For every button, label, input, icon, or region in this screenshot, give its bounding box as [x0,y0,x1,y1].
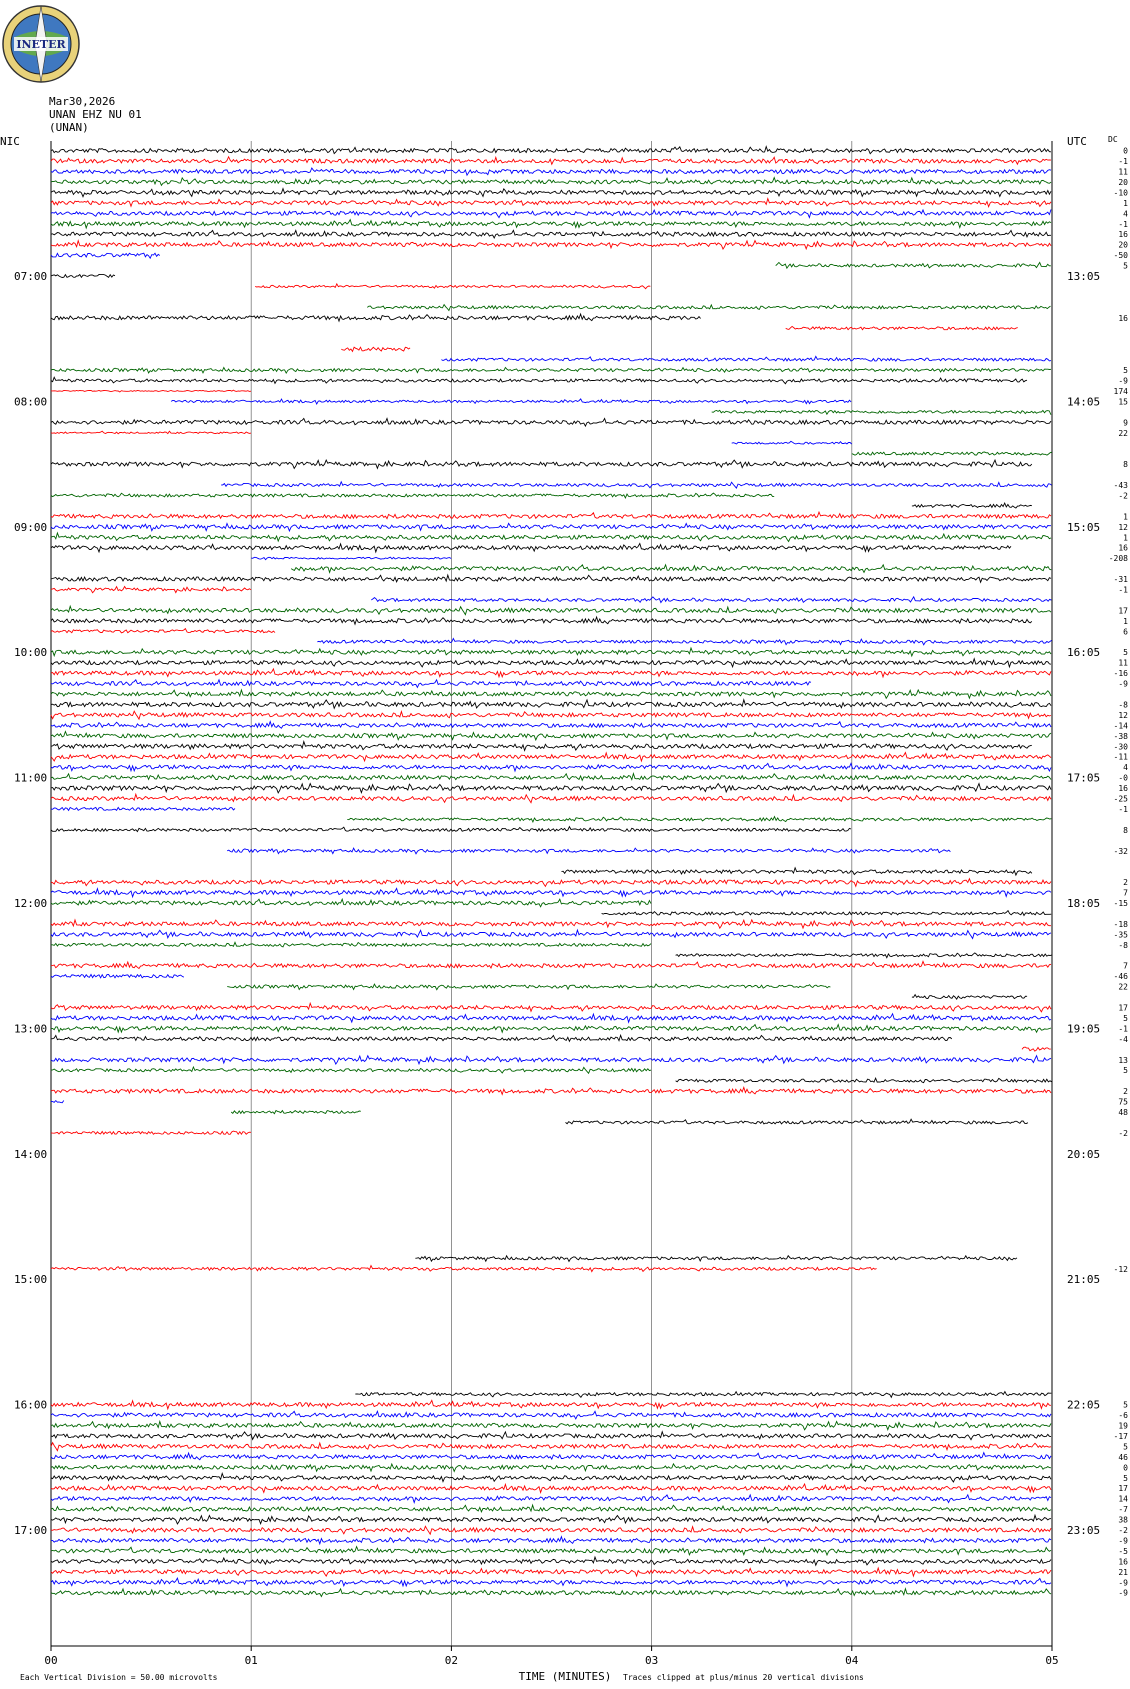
trace-row-56 [51,732,1051,740]
trace-row-3 [51,178,1051,186]
trace-row-21 [51,368,1051,374]
dc-offset-label: -208 [1108,554,1128,564]
left-zone-label: NIC [0,135,20,148]
dc-offset-label: -9 [1118,1588,1128,1598]
trace-row-12 [51,275,115,278]
trace-row-85 [51,1035,952,1041]
dc-offset-label: 14 [1118,1494,1128,1504]
dc-offset-label: -35 [1113,930,1128,940]
dc-offset-label: -12 [1113,1264,1128,1274]
trace-row-120 [51,1400,1051,1409]
trace-row-44 [51,606,1051,614]
dc-offset-label: -46 [1113,972,1128,982]
trace-row-76 [51,942,651,947]
trace-row-138 [51,1589,1051,1597]
left-hour-label: 11:00 [14,771,48,785]
trace-row-5 [51,199,1051,207]
left-hour-label: 10:00 [14,646,48,660]
trace-row-62 [51,794,1051,802]
left-hour-label: 07:00 [14,270,48,283]
trace-row-24 [171,399,851,404]
dc-offset-label: -8 [1118,940,1128,950]
dc-offset-label: 5 [1123,1400,1128,1410]
dc-offset-label: 5 [1123,1442,1128,1452]
chart-station: UNAN EHZ NU 01 [49,108,142,121]
dc-offset-label: -25 [1113,794,1128,804]
dc-offset-label: -43 [1113,481,1128,490]
dc-offset-label: 19 [1118,1421,1128,1431]
dc-offset-label: -2 [1118,491,1128,501]
trace-row-128 [51,1484,1051,1493]
trace-row-119 [355,1392,1051,1398]
right-hour-label: 20:05 [1067,1147,1101,1161]
dc-offset-label: 16 [1118,313,1128,323]
trace-row-91 [51,1101,64,1103]
dc-offset-label: 48 [1118,1108,1128,1117]
trace-row-9 [51,241,1051,249]
dc-offset-label: 38 [1118,1515,1128,1525]
trace-row-59 [51,763,1051,771]
trace-row-129 [51,1495,1051,1503]
trace-row-51 [51,680,811,688]
trace-row-0 [51,147,1051,154]
dc-offset-label: -9 [1118,1578,1128,1588]
dc-offset-label: 8 [1123,460,1128,470]
division-note: Each Vertical Division = 50.00 microvolts [20,1673,218,1682]
right-hour-label: 19:05 [1067,1022,1101,1036]
trace-row-86 [1022,1047,1051,1051]
dc-offset-label: 0 [1123,146,1128,156]
dc-label: DC [1108,135,1118,144]
trace-row-72 [51,899,651,907]
trace-row-81 [912,995,1027,1000]
dc-offset-label: -9 [1118,376,1128,386]
dc-offset-label: 15 [1118,397,1128,407]
right-hour-label: 16:05 [1067,646,1101,660]
trace-row-22 [51,377,1027,383]
trace-row-33 [51,493,774,498]
trace-row-90 [51,1087,1051,1094]
left-hour-label: 14:00 [14,1147,48,1161]
dc-offset-label: 4 [1123,763,1128,773]
left-hour-label: 09:00 [14,520,48,534]
dc-offset-label: -16 [1113,669,1128,679]
left-hour-label: 12:00 [14,897,48,910]
dc-offset-label: 11 [1118,167,1128,177]
dc-offset-label: -31 [1113,575,1128,585]
x-tick-label: 03 [644,1654,659,1667]
dc-offset-label: 1 [1123,616,1128,626]
trace-row-122 [51,1422,1051,1430]
trace-row-135 [51,1557,1051,1565]
trace-row-67 [227,848,950,854]
dc-offset-label: 6 [1123,627,1128,637]
dc-offset-label: -9 [1118,679,1128,689]
trace-row-121 [51,1411,1051,1419]
trace-row-49 [51,659,1051,667]
dc-offset-label: 2 [1123,878,1128,888]
trace-row-26 [51,419,1051,427]
dc-offset-label: 0 [1123,1463,1128,1473]
trace-row-7 [51,220,1051,228]
trace-row-35 [51,512,1051,519]
right-hour-label: 15:05 [1067,520,1101,534]
trace-row-69 [562,868,1032,875]
trace-row-82 [51,1003,1051,1012]
left-hour-label: 17:00 [14,1524,48,1537]
trace-row-32 [221,482,1051,488]
dc-offset-label: 21 [1118,1567,1128,1577]
trace-row-23 [51,390,251,392]
trace-row-107 [51,1266,877,1272]
seismic-traces [51,147,1052,1597]
trace-row-4 [51,189,1051,197]
trace-row-10 [51,253,160,258]
dc-offset-label: -6 [1118,1411,1128,1421]
trace-row-37 [51,533,1051,542]
trace-row-124 [51,1443,1051,1451]
trace-row-80 [227,984,830,990]
dc-offset-label: -30 [1113,742,1128,752]
trace-row-55 [51,722,1051,729]
trace-row-8 [51,230,1051,238]
trace-row-38 [51,544,1011,553]
trace-row-42 [51,587,251,593]
dc-offset-label: 8 [1123,825,1128,835]
dc-offset-label: -4 [1118,1034,1128,1044]
left-hour-label: 16:00 [14,1398,48,1412]
dc-offset-label: -18 [1113,919,1128,929]
trace-row-137 [51,1578,1051,1586]
trace-row-60 [51,774,1051,781]
dc-offset-label: 5 [1123,1013,1128,1023]
dc-offset-label: -17 [1113,1431,1128,1441]
right-hour-label: 23:05 [1067,1524,1101,1537]
dc-offset-label: -0 [1118,773,1128,783]
dc-offset-label: 22 [1118,982,1128,992]
trace-row-127 [51,1474,1051,1483]
trace-row-53 [51,700,1051,709]
right-hour-label: 22:05 [1067,1398,1101,1412]
dc-offset-label: 13 [1118,1055,1128,1065]
dc-offset-label: 5 [1123,1473,1128,1483]
dc-offset-label: 5 [1123,261,1128,271]
trace-row-41 [51,575,1051,582]
trace-row-15 [367,305,1050,311]
trace-row-131 [51,1515,1051,1524]
dc-offset-label: -2 [1118,1526,1128,1535]
trace-row-71 [51,888,1051,896]
dc-offset-label: -14 [1113,721,1128,731]
trace-row-11 [776,263,1051,269]
x-tick-label: 05 [1045,1654,1059,1667]
trace-row-123 [51,1432,1051,1440]
trace-row-93 [566,1119,1028,1124]
trace-row-83 [51,1014,1051,1022]
dc-offset-label: -1 [1118,1024,1128,1034]
dc-offset-label: 1 [1123,512,1128,522]
dc-offset-label: -11 [1113,752,1128,762]
dc-offset-label: -1 [1118,585,1128,595]
logo-text: INETER [16,38,66,51]
trace-row-132 [51,1526,1051,1534]
trace-row-6 [51,210,1051,218]
trace-row-29 [852,452,1052,455]
x-tick-label: 04 [845,1654,859,1667]
left-hour-label: 08:00 [14,395,48,409]
left-hour-label: 13:00 [14,1022,48,1036]
dc-offset-label: 11 [1118,658,1128,668]
chart-date: Mar30,2026 [49,95,116,108]
trace-row-58 [51,753,1051,762]
plot-labels [14,147,1128,1598]
trace-row-63 [51,808,235,811]
x-tick-label: 02 [444,1654,459,1667]
chart-site: (UNAN) [49,121,89,134]
trace-row-106 [415,1256,1017,1262]
dc-offset-label: 17 [1118,606,1128,616]
dc-offset-label: 16 [1118,230,1128,240]
trace-row-48 [51,648,1051,656]
trace-row-75 [51,930,1051,938]
trace-row-28 [732,441,852,444]
trace-row-57 [51,742,1032,751]
trace-row-30 [51,460,1032,468]
dc-offset-label: -5 [1118,1546,1128,1556]
right-hour-label: 14:05 [1067,395,1101,409]
trace-row-46 [51,629,275,633]
trace-row-73 [602,911,1052,916]
dc-offset-label: -10 [1113,188,1128,198]
trace-row-17 [786,326,1018,329]
trace-row-134 [51,1547,1051,1555]
trace-row-54 [51,711,1051,719]
trace-row-61 [51,784,1051,793]
trace-row-16 [51,314,701,321]
dc-offset-label: 22 [1118,428,1128,438]
trace-row-50 [51,669,1051,677]
trace-row-45 [51,617,1032,624]
trace-row-88 [51,1067,651,1073]
right-zone-label: UTC [1067,135,1087,148]
dc-offset-label: 16 [1118,1557,1128,1567]
dc-offset-label: 12 [1118,710,1128,720]
dc-offset-label: -1 [1118,219,1128,229]
trace-row-133 [51,1537,1051,1544]
trace-row-77 [676,953,1052,958]
trace-row-130 [51,1505,1051,1512]
dc-offset-label: 16 [1118,784,1128,794]
trace-row-92 [231,1111,361,1114]
dc-offset-label: 7 [1123,961,1128,971]
dc-offset-label: 9 [1123,418,1128,428]
trace-row-43 [371,597,1051,603]
dc-offset-label: -9 [1118,1536,1128,1546]
dc-offset-label: 75 [1118,1097,1128,1107]
trace-row-79 [51,975,184,978]
trace-row-94 [51,1131,251,1134]
trace-row-136 [51,1568,1051,1576]
dc-offset-label: -50 [1113,251,1128,261]
trace-row-47 [317,639,1051,645]
trace-row-1 [51,157,1051,165]
x-tick-label: 00 [44,1654,58,1667]
dc-offset-label: 1 [1123,198,1128,208]
trace-row-39 [251,557,451,560]
dc-offset-label: 12 [1118,522,1128,532]
trace-row-64 [347,817,1051,822]
trace-row-87 [51,1056,1051,1064]
dc-offset-label: 4 [1123,209,1128,219]
dc-offset-label: 16 [1118,543,1128,553]
dc-offset-label: 17 [1118,1003,1128,1013]
trace-row-126 [51,1464,1051,1472]
trace-row-13 [255,284,650,289]
dc-offset-label: -7 [1118,1505,1128,1515]
left-hour-label: 15:00 [14,1273,48,1287]
x-tick-label: 01 [244,1654,258,1667]
dc-offset-label: 1 [1123,533,1128,543]
dc-offset-label: 20 [1118,240,1128,250]
dc-offset-label: -8 [1118,700,1128,710]
dc-offset-label: 5 [1123,648,1128,658]
trace-row-52 [51,690,1051,698]
right-hour-label: 18:05 [1067,897,1101,910]
trace-row-70 [51,879,1051,887]
trace-row-19 [341,347,410,351]
trace-row-74 [51,920,1051,928]
dc-offset-label: 17 [1118,1484,1128,1494]
dc-offset-label: -2 [1118,1128,1128,1138]
dc-offset-label: 7 [1123,888,1128,898]
dc-offset-label: -1 [1118,804,1128,814]
trace-row-125 [51,1453,1051,1460]
x-axis-label: TIME (MINUTES) [518,1670,612,1683]
dc-offset-label: 174 [1113,386,1128,396]
clip-note: Traces clipped at plus/minus 20 vertical divisions [623,1673,864,1682]
dc-offset-label: -38 [1113,731,1128,741]
right-hour-label: 17:05 [1067,771,1101,785]
trace-row-2 [51,168,1051,175]
dc-offset-label: -32 [1113,846,1128,856]
dc-offset-label: 2 [1123,1087,1128,1097]
trace-row-25 [712,410,1051,414]
dc-offset-label: 5 [1123,366,1128,376]
trace-row-78 [51,961,1051,968]
dc-offset-label: -1 [1118,157,1128,167]
trace-row-40 [291,565,1051,573]
trace-row-84 [51,1025,1051,1033]
trace-row-36 [51,523,1051,531]
dc-offset-label: 5 [1123,1066,1128,1076]
dc-offset-label: 20 [1118,177,1128,187]
trace-row-34 [912,503,1032,508]
trace-row-20 [441,356,1051,361]
dc-offset-label: -15 [1113,899,1128,908]
trace-row-89 [676,1078,1052,1083]
dc-offset-label: 46 [1118,1452,1128,1462]
trace-row-27 [51,431,251,434]
right-hour-label: 13:05 [1067,270,1101,283]
right-hour-label: 21:05 [1067,1273,1101,1287]
